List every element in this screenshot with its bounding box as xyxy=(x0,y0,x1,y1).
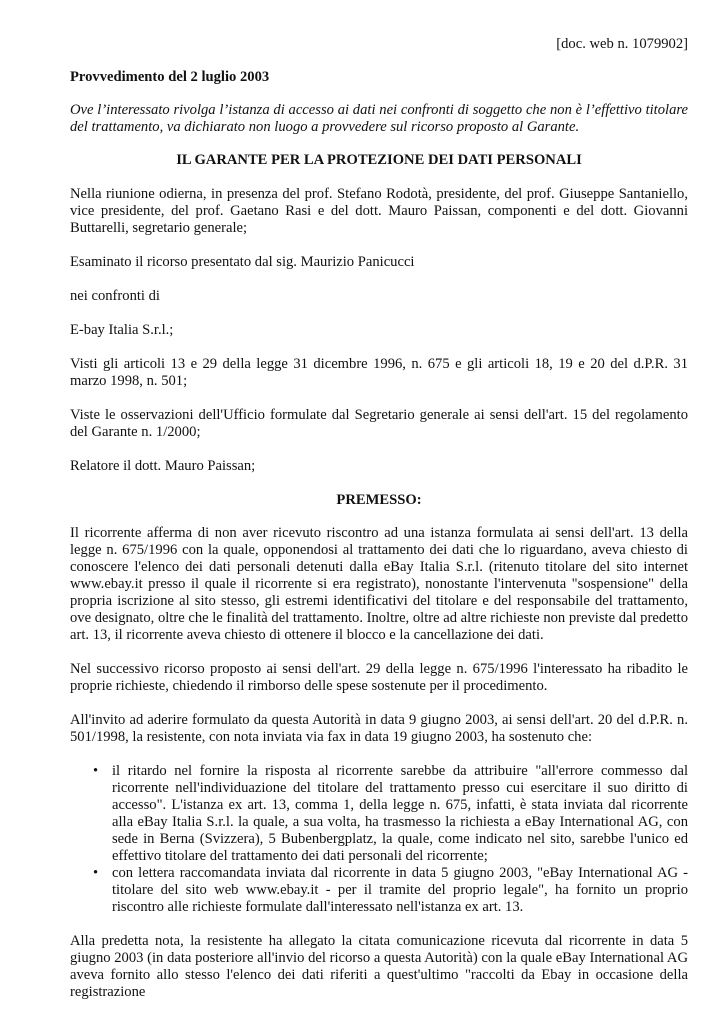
intro-paragraph-against: nei confronti di xyxy=(70,288,160,304)
document-page xyxy=(70,36,688,1018)
intro-paragraph-composition: Nella riunione odierna, in presenza del prof. Stefano Rodotà, presidente, del prof. Giuseppe Santaniello, vice presidente, del prof. Gaetano Rasi e del dott. Mauro Paissan, componenti e del dott. Giovanni Buttarelli, segretario generale; xyxy=(70,186,688,236)
body-paragraph-invitation: All'invito ad aderire formulato da questa Autorità in data 9 giugno 2003, ai sensi dell'art. 20 del d.P.R. n. 501/1998, la resistente, con nota inviata via fax in data 19 giugno 2003, ha sostenuto che: xyxy=(70,712,688,745)
authority-heading: IL GARANTE PER LA PROTEZIONE DEI DATI PERSONALI xyxy=(176,152,582,168)
list-item xyxy=(70,865,688,916)
bullet-marker: • xyxy=(93,763,99,779)
list-item-text: il ritardo nel fornire la risposta al ricorrente sarebbe da attribuire "all'errore commesso dal ricorrente nell'individuazione del titolare del trattamento presso cui esercitare il suo diritto di accesso". L'istanza ex art. 13, comma 1, della legge n. 675, infatti, è stata inviata dal ricorrente alla eBay Italia S.r.l. la quale, a sua volta, ha trasmesso la richiesta a eBay International AG, con sede in Berna (Svizzera), 5 Bubenbergplatz, la quale, come indicato nel sito, sarebbe l'unico ed effettivo titolare del trattamento dei dati personali del ricorrente; xyxy=(112,763,688,864)
list-item xyxy=(70,763,688,865)
document-reference: [doc. web n. 1079902] xyxy=(556,36,688,52)
body-paragraph-appeal: Nel successivo ricorso proposto ai sensi dell'art. 29 della legge n. 675/1996 l'interessato ha ribadito le proprie richieste, chiedendo il rimborso delle spese sostenute per il procedimento. xyxy=(70,661,688,694)
intro-paragraph-examined: Esaminato il ricorso presentato dal sig. Maurizio Panicucci xyxy=(70,254,415,270)
intro-paragraph-observations: Viste le osservazioni dell'Ufficio formulate dal Segretario generale ai sensi dell'art. 15 del regolamento del Garante n. 1/2000; xyxy=(70,407,688,440)
document-abstract: Ove l’interessato rivolga l’istanza di accesso ai dati nei confronti di soggetto che non è l’effettivo titolare del trattamento, va dichiarato non luogo a provvedere sul ricorso proposto al Garante. xyxy=(70,102,688,135)
body-paragraph-claim: Il ricorrente afferma di non aver ricevuto riscontro ad una istanza formulata ai sensi dell'art. 13 della legge n. 675/1996 con la quale, opponendosi al trattamento dei dati che lo riguardano, aveva chiesto di conoscere l'elenco dei dati personali detenuti dalla eBay Italia S.r.l. (ritenuto titolare del sito internet www.ebay.it presso il quale il ricorrente si era registrato), nonostante l'intervenuta "sospensione" della propria iscrizione al sito stesso, gli estremi identificativi del titolare e del responsabile del trattamento, ove designato, oltre che le finalità del trattamento. Inoltre, oltre ad altre richieste non previste dal predetto art. 13, il ricorrente aveva chiesto di ottenere il blocco e la cancellazione dei dati. xyxy=(70,525,688,643)
document-title: Provvedimento del 2 luglio 2003 xyxy=(70,69,270,85)
bullet-list xyxy=(70,763,688,916)
intro-paragraph-laws: Visti gli articoli 13 e 29 della legge 31 dicembre 1996, n. 675 e gli articoli 18, 19 e 20 del d.P.R. 31 marzo 1998, n. 501; xyxy=(70,356,688,389)
intro-paragraph-respondent: E-bay Italia S.r.l.; xyxy=(70,322,174,338)
bullet-marker: • xyxy=(93,865,99,881)
intro-paragraph-rapporteur: Relatore il dott. Mauro Paissan; xyxy=(70,458,256,474)
closing-paragraph: Alla predetta nota, la resistente ha allegato la citata comunicazione ricevuta dal ricorrente in data 5 giugno 2003 (in data posteriore all'invio del ricorso a questa Autorità) con la quale eBay International AG aveva fornito allo stesso l'elenco dei dati riferiti a quest'ultimo "raccolti da Ebay in occasione della registrazione xyxy=(70,933,688,1000)
list-item-text: con lettera raccomandata inviata dal ricorrente in data 5 giugno 2003, "eBay International AG -titolare del sito web www.ebay.it - per il tramite del proprio legale", ha fornito un proprio riscontro alle richieste formulate dall'interessato nell'istanza ex art. 13. xyxy=(112,865,688,915)
section-heading-premesso: PREMESSO: xyxy=(336,492,422,508)
